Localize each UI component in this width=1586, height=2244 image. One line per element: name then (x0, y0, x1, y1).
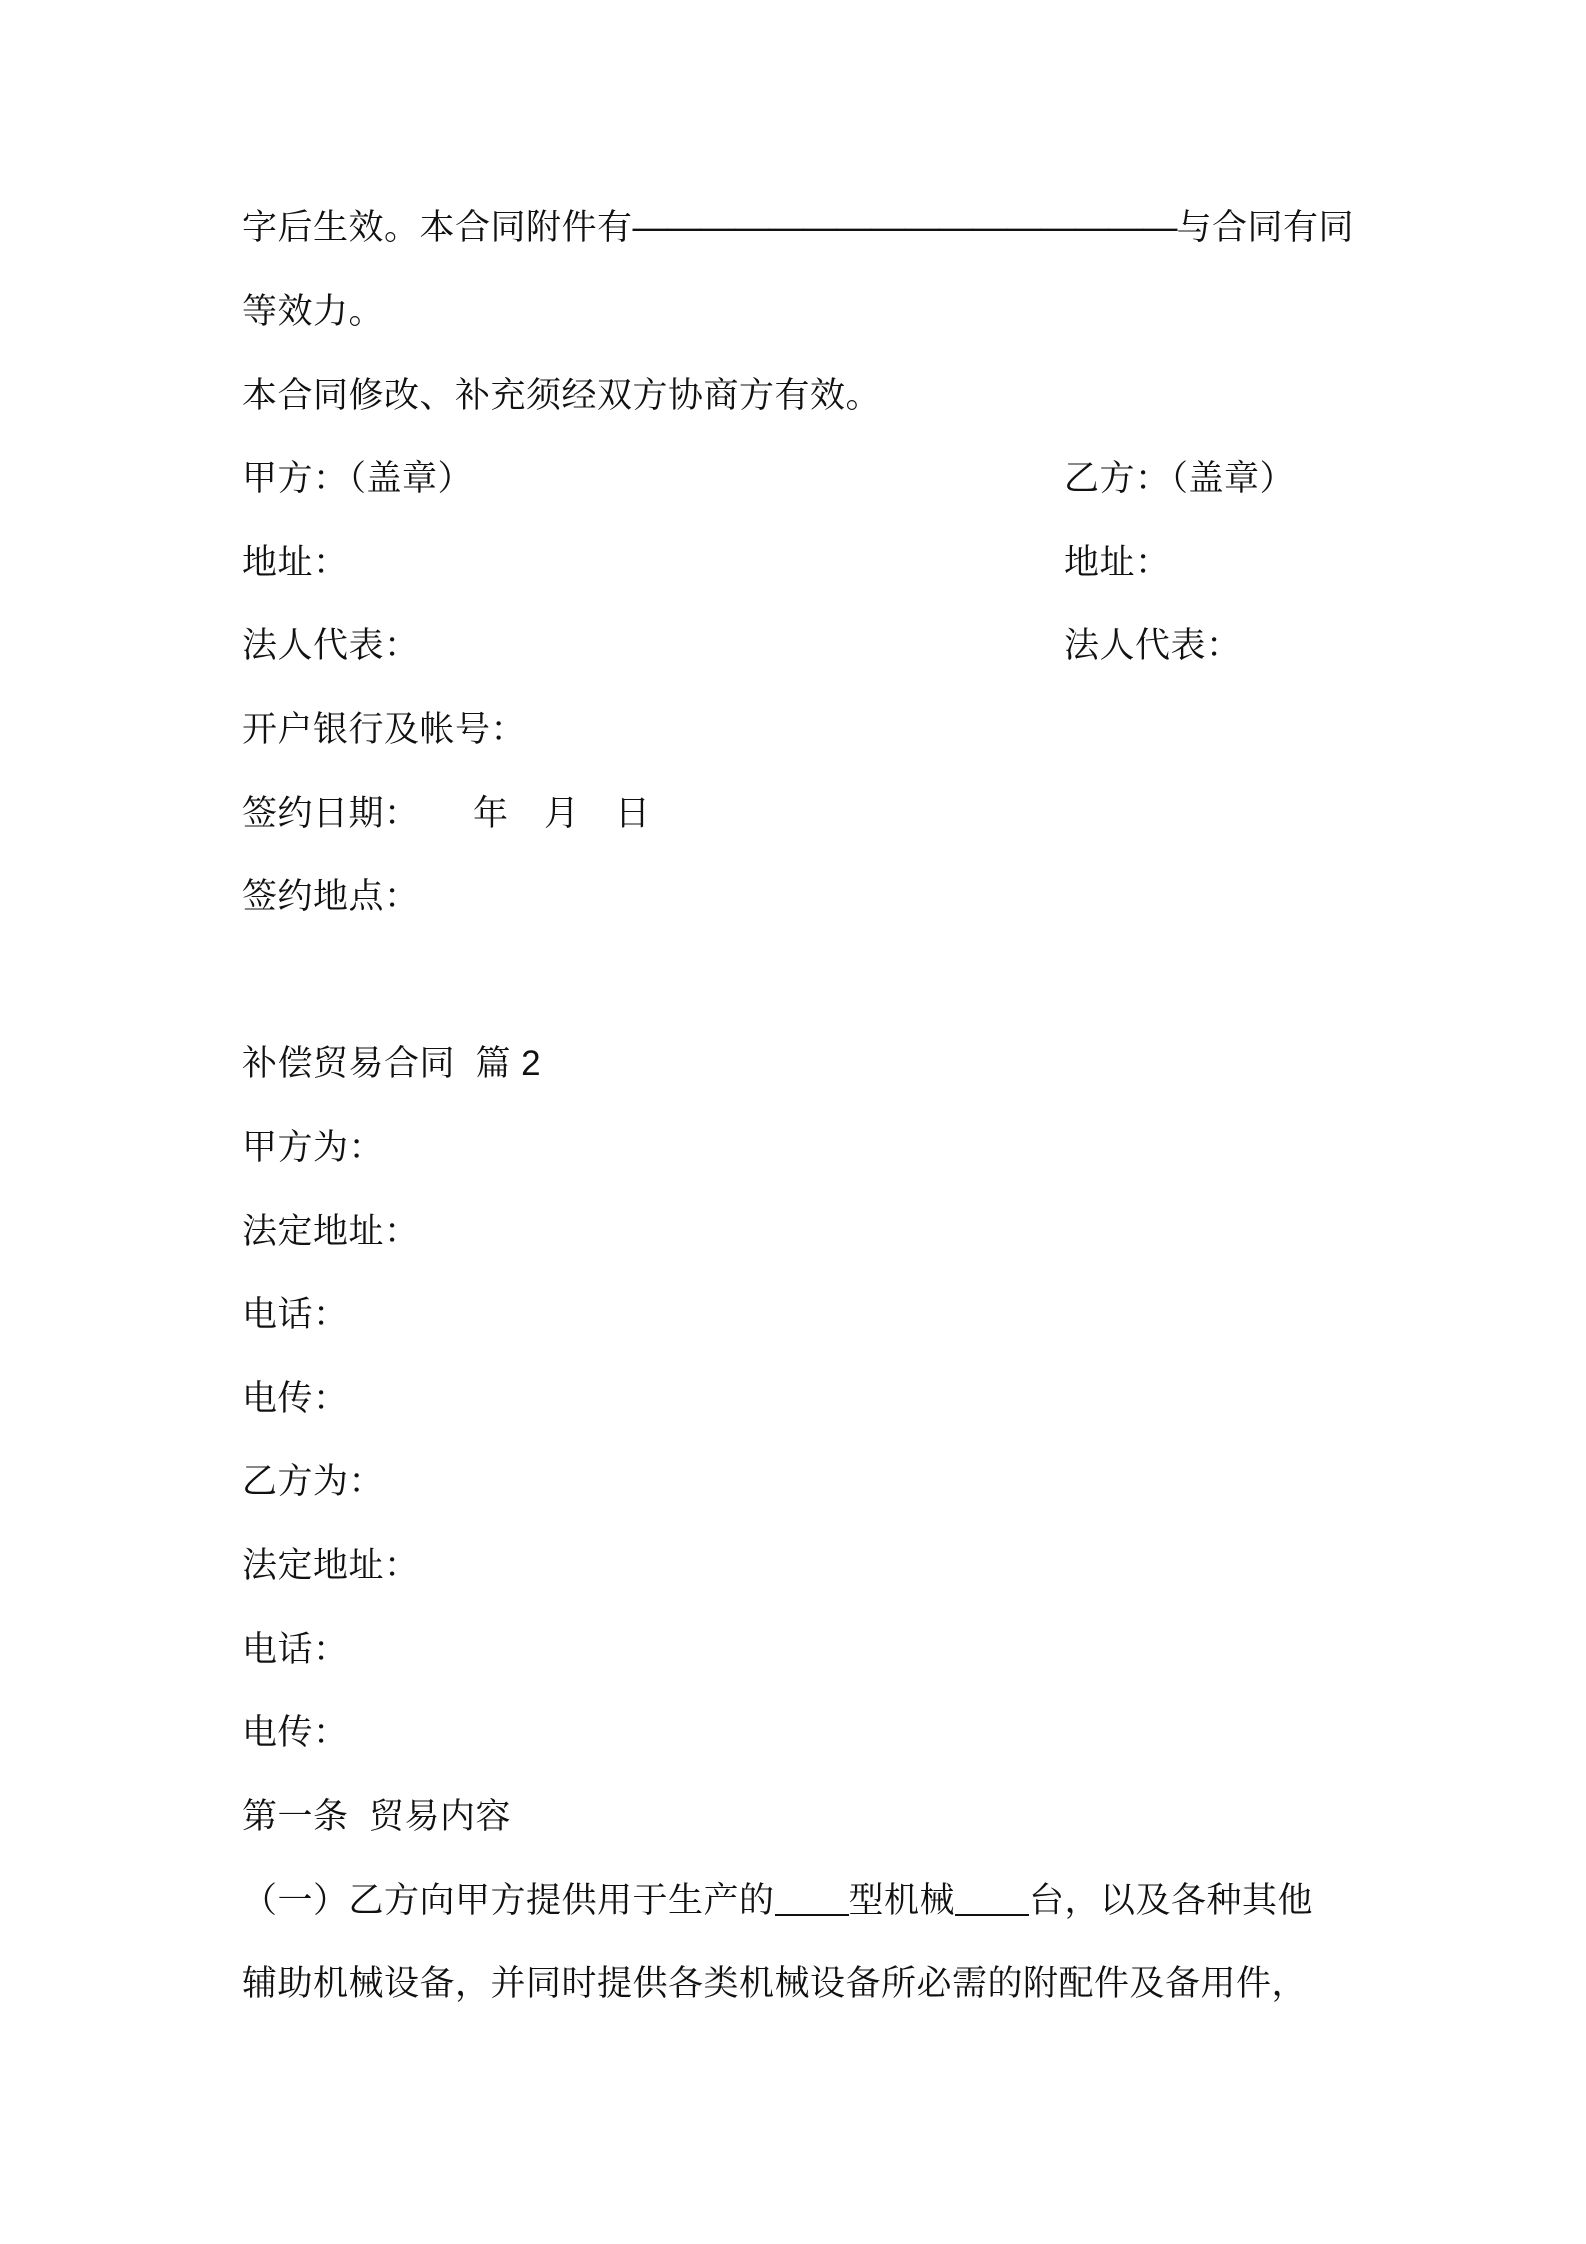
model-blank-line (775, 1884, 849, 1916)
item-1-text-part-1: （一）乙方向甲方提供用于生产的 (242, 1881, 775, 1920)
signature-row-seal (242, 457, 1296, 501)
party-a-seal-label: 甲方：（盖章） (242, 459, 474, 498)
effective-clause-line-2: 等效力。 (242, 292, 385, 331)
party-b-label: 乙方为： (242, 1462, 385, 1501)
sign-place-label: 签约地点： (242, 877, 420, 916)
effective-clause-prefix: 字后生效。本合同附件有 (242, 208, 633, 247)
item-1-text-part-2: 型机械 (848, 1881, 956, 1920)
party-a-phone-field: 电话： (242, 1295, 349, 1334)
party-b-address-label: 地址： (1064, 543, 1171, 582)
article-1-item-1 (242, 1879, 1313, 1923)
party-b-address-field: 法定地址： (242, 1546, 420, 1585)
bank-account-label: 开户银行及帐号： (242, 710, 527, 749)
amendment-clause: 本合同修改、补充须经双方协商方有效。 (242, 376, 882, 415)
attachment-blank-dashes: ———————————————— (632, 208, 1177, 247)
party-b-seal-label: 乙方：（盖章） (1064, 459, 1296, 498)
article-1-item-1-continuation: 辅助机械设备，并同时提供各类机械设备所必需的附配件及备用件， (242, 1964, 1308, 2003)
signature-row-legal-rep (242, 624, 1242, 668)
party-b-fax-field: 电传： (242, 1713, 349, 1752)
party-b-legal-rep-label: 法人代表： (1064, 626, 1242, 665)
party-b-phone-field: 电话： (242, 1630, 349, 1669)
party-a-label: 甲方为： (242, 1128, 385, 1167)
sign-date-label: 签约日期： 年 月 日 (242, 794, 651, 833)
contract-2-title: 补偿贸易合同 篇 2 (242, 1044, 542, 1083)
article-1-heading: 第一条 贸易内容 (242, 1797, 511, 1836)
signature-row-address (242, 541, 1171, 585)
effective-clause-suffix: 与合同有同 (1176, 208, 1355, 247)
party-a-legal-rep-label: 法人代表： (242, 626, 420, 665)
party-a-fax-field: 电传： (242, 1379, 349, 1418)
item-1-text-part-3: 台，以及各种其他 (1029, 1881, 1314, 1920)
party-a-address-label: 地址： (242, 543, 349, 582)
party-a-address-field: 法定地址： (242, 1212, 420, 1251)
quantity-blank-line (955, 1884, 1029, 1916)
effective-clause-line-1 (242, 206, 1354, 250)
